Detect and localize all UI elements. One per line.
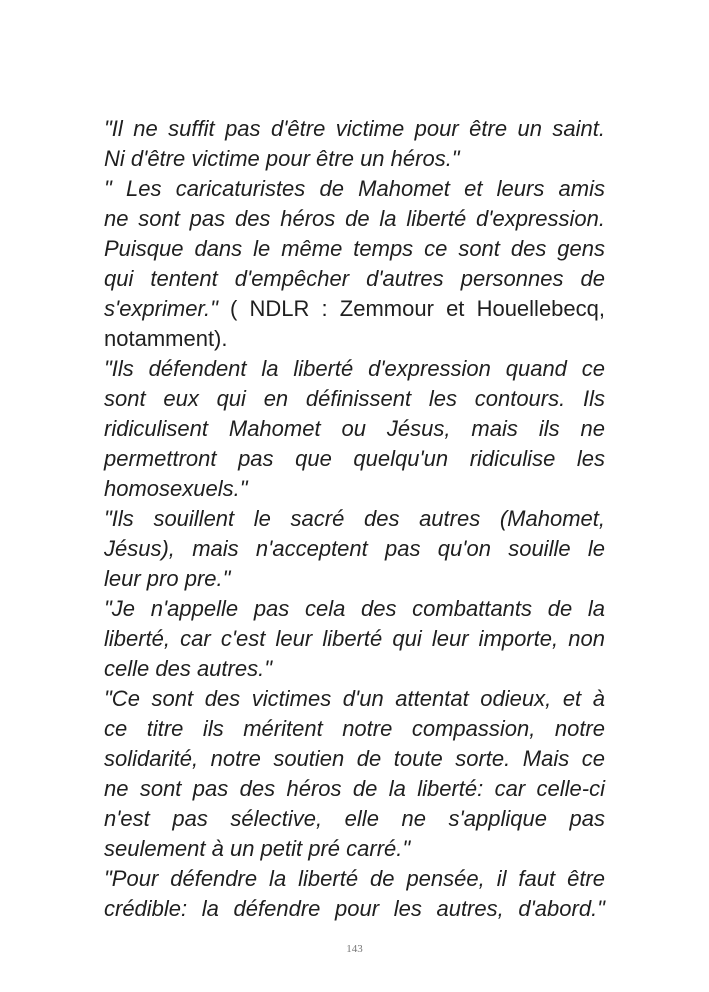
quote-text: n'est pas sélective, elle ne s'applique pas	[104, 806, 605, 831]
quote-text: leur pro pre."	[104, 566, 231, 591]
text-line	[104, 834, 605, 864]
text-line	[104, 264, 605, 294]
text-line	[104, 324, 605, 354]
text-line	[104, 204, 605, 234]
text-line	[104, 564, 605, 594]
text-line	[104, 114, 605, 144]
text-line	[104, 384, 605, 414]
quote-text: permettront pas que quelqu'un ridiculise les	[104, 446, 605, 471]
quote-text: liberté, car c'est leur liberté qui leur importe, non	[104, 626, 605, 651]
quote-text: s'exprimer."	[104, 296, 231, 321]
quote-text: ne sont pas des héros de la liberté d'expression.	[104, 206, 605, 231]
text-line	[104, 534, 605, 564]
text-line	[104, 654, 605, 684]
quote-text: "Ce sont des victimes d'un attentat odieux, et à	[104, 686, 605, 711]
quote-text: solidarité, notre soutien de toute sorte. Mais ce	[104, 746, 605, 771]
page-number: 143	[346, 943, 363, 955]
text-line	[104, 894, 605, 924]
quote-text: "Il ne suffit pas d'être victime pour être un saint.	[104, 116, 605, 141]
quote-text: ce titre ils méritent notre compassion, notre	[104, 716, 605, 741]
text-line	[104, 774, 605, 804]
quote-text: "Ils souillent le sacré des autres (Mahomet,	[104, 506, 605, 531]
text-line	[104, 684, 605, 714]
quote-text: "Pour défendre la liberté de pensée, il faut être	[104, 866, 605, 891]
quote-text: Jésus), mais n'acceptent pas qu'on souille le	[104, 536, 605, 561]
text-line	[104, 144, 605, 174]
text-line	[104, 174, 605, 204]
quote-text: qui tentent d'empêcher d'autres personnes de	[104, 266, 605, 291]
text-line	[104, 474, 605, 504]
text-line	[104, 744, 605, 774]
text-line	[104, 594, 605, 624]
quote-text: ne sont pas des héros de la liberté: car celle-ci	[104, 776, 605, 801]
quote-text: Ni d'être victime pour être un héros."	[104, 146, 460, 171]
quote-text: "Ils défendent la liberté d'expression quand ce	[104, 356, 605, 381]
text-line	[104, 714, 605, 744]
text-line	[104, 504, 605, 534]
quote-text: seulement à un petit pré carré."	[104, 836, 411, 861]
text-line	[104, 234, 605, 264]
quote-text: " Les caricaturistes de Mahomet et leurs amis	[104, 176, 605, 201]
text-line	[104, 864, 605, 894]
quote-text: Puisque dans le même temps ce sont des gens	[104, 236, 605, 261]
text-line	[104, 294, 605, 324]
quote-text: crédible: la défendre pour les autres, d'abord."	[104, 896, 605, 921]
text-line	[104, 354, 605, 384]
text-line	[104, 804, 605, 834]
body-text	[104, 114, 605, 924]
text-line	[104, 624, 605, 654]
quote-text: ridiculisent Mahomet ou Jésus, mais ils ne	[104, 416, 605, 441]
quote-text: "Je n'appelle pas cela des combattants de la	[104, 596, 605, 621]
quote-text: homosexuels."	[104, 476, 248, 501]
quote-text: celle des autres."	[104, 656, 273, 681]
text-line	[104, 414, 605, 444]
editor-note-text: ( NDLR : Zemmour et Houellebecq,	[230, 296, 605, 321]
text-line	[104, 444, 605, 474]
editor-note-text: notamment).	[104, 326, 228, 351]
quote-text: sont eux qui en définissent les contours. Ils	[104, 386, 605, 411]
